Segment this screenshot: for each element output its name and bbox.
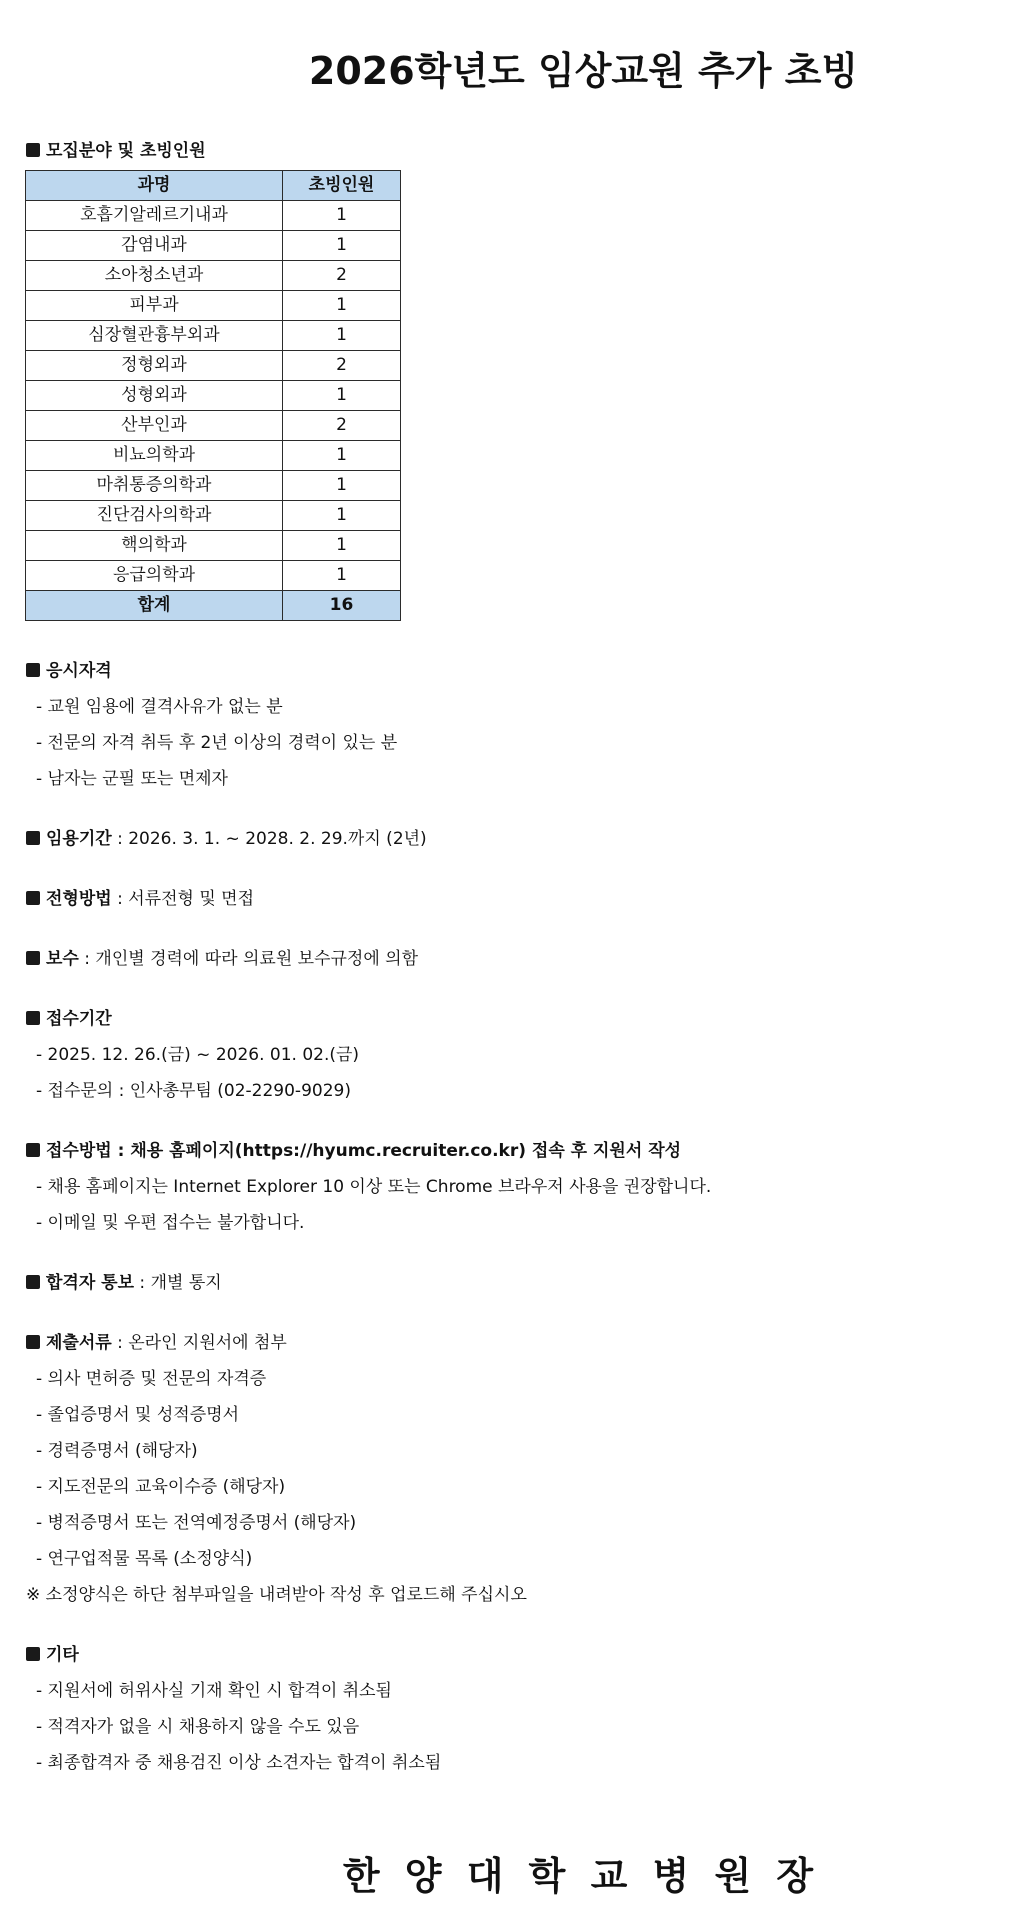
section-method xyxy=(26,887,254,911)
table-row xyxy=(26,501,401,531)
heading-text: 모집분야 및 초빙인원 xyxy=(46,141,206,161)
count-cell: 1 xyxy=(283,531,401,561)
signature-footer: 한 양 대 학 교 병 원 장 xyxy=(342,1854,820,1898)
section-period xyxy=(26,827,427,851)
count-cell: 1 xyxy=(283,231,401,261)
square-bullet-icon xyxy=(26,1335,40,1349)
heading-text: 접수기간 xyxy=(46,1009,112,1029)
notice-text: : 개별 통지 xyxy=(134,1273,222,1293)
period-text: : 2026. 3. 1. ~ 2028. 2. 29.까지 (2년) xyxy=(111,829,427,849)
list-item: - 의사 면허증 및 전문의 자격증 xyxy=(36,1369,267,1389)
square-bullet-icon xyxy=(26,891,40,905)
recruit-table xyxy=(25,170,401,621)
square-bullet-icon xyxy=(26,663,40,677)
count-cell: 1 xyxy=(283,501,401,531)
dept-cell: 피부과 xyxy=(26,291,283,321)
total-value: 16 xyxy=(283,591,401,621)
dept-cell: 핵의학과 xyxy=(26,531,283,561)
count-cell: 2 xyxy=(283,351,401,381)
count-cell: 1 xyxy=(283,321,401,351)
table-total-row xyxy=(26,591,401,621)
count-cell: 1 xyxy=(283,561,401,591)
list-item: - 졸업증명서 및 성적증명서 xyxy=(36,1405,239,1425)
dept-cell: 산부인과 xyxy=(26,411,283,441)
list-item: - 채용 홈페이지는 Internet Explorer 10 이상 또는 Chrome 브라우저 사용을 권장합니다. xyxy=(36,1177,712,1197)
dept-cell: 비뇨의학과 xyxy=(26,441,283,471)
heading-text: 보수 xyxy=(46,949,79,969)
documents-note: ※ 소정양식은 하단 첨부파일을 내려받아 작성 후 업로드해 주십시오 xyxy=(26,1585,527,1605)
heading-text: 접수방법 : 채용 홈페이지(https://hyumc.recruiter.co.kr) 접속 후 지원서 작성 xyxy=(46,1141,682,1161)
list-item: - 이메일 및 우편 접수는 불가합니다. xyxy=(36,1213,305,1233)
table-row xyxy=(26,561,401,591)
dept-cell: 감염내과 xyxy=(26,231,283,261)
square-bullet-icon xyxy=(26,1647,40,1661)
square-bullet-icon xyxy=(26,951,40,965)
table-row xyxy=(26,441,401,471)
dept-cell: 마취통증의학과 xyxy=(26,471,283,501)
count-cell: 2 xyxy=(283,261,401,291)
dept-cell: 심장혈관흉부외과 xyxy=(26,321,283,351)
list-item: - 병적증명서 또는 전역예정증명서 (해당자) xyxy=(36,1513,357,1533)
list-item: - 교원 임용에 결격사유가 없는 분 xyxy=(36,697,283,717)
list-item: - 접수문의 : 인사총무팀 (02-2290-9029) xyxy=(36,1081,351,1101)
section-recruit-heading xyxy=(26,139,206,163)
section-etc-heading xyxy=(26,1643,79,1667)
square-bullet-icon xyxy=(26,143,40,157)
table-row xyxy=(26,201,401,231)
dept-cell: 진단검사의학과 xyxy=(26,501,283,531)
column-header-count: 초빙인원 xyxy=(283,171,401,201)
table-row xyxy=(26,351,401,381)
total-label: 합계 xyxy=(26,591,283,621)
heading-text: 전형방법 xyxy=(46,889,112,909)
dept-cell: 성형외과 xyxy=(26,381,283,411)
list-item: - 최종합격자 중 채용검진 이상 소견자는 합격이 취소됨 xyxy=(36,1753,442,1773)
dept-cell: 응급의학과 xyxy=(26,561,283,591)
table-row xyxy=(26,381,401,411)
column-header-dept: 과명 xyxy=(26,171,283,201)
table-row xyxy=(26,231,401,261)
list-item: - 지원서에 허위사실 기재 확인 시 합격이 취소됨 xyxy=(36,1681,392,1701)
table-row xyxy=(26,321,401,351)
heading-text: 제출서류 xyxy=(46,1333,112,1353)
page-title: 2026학년도 임상교원 추가 초빙 xyxy=(308,49,859,93)
count-cell: 1 xyxy=(283,291,401,321)
section-documents-heading xyxy=(26,1331,287,1355)
section-qualification-heading xyxy=(26,659,112,683)
square-bullet-icon xyxy=(26,1275,40,1289)
dept-cell: 호흡기알레르기내과 xyxy=(26,201,283,231)
square-bullet-icon xyxy=(26,1011,40,1025)
count-cell: 1 xyxy=(283,471,401,501)
table-row xyxy=(26,411,401,441)
method-text: : 서류전형 및 면접 xyxy=(111,889,254,909)
square-bullet-icon xyxy=(26,831,40,845)
section-reception-heading xyxy=(26,1007,112,1031)
list-item: - 남자는 군필 또는 면제자 xyxy=(36,769,228,789)
section-pay xyxy=(26,947,418,971)
list-item: - 지도전문의 교육이수증 (해당자) xyxy=(36,1477,286,1497)
dept-cell: 소아청소년과 xyxy=(26,261,283,291)
documents-text: : 온라인 지원서에 첨부 xyxy=(111,1333,287,1353)
table-row xyxy=(26,531,401,561)
list-item: - 경력증명서 (해당자) xyxy=(36,1441,198,1461)
section-notice xyxy=(26,1271,222,1295)
table-row xyxy=(26,471,401,501)
list-item: - 적격자가 없을 시 채용하지 않을 수도 있음 xyxy=(36,1717,360,1737)
count-cell: 1 xyxy=(283,381,401,411)
section-apply-heading xyxy=(26,1139,681,1163)
heading-text: 응시자격 xyxy=(46,661,112,681)
count-cell: 1 xyxy=(283,441,401,471)
dept-cell: 정형외과 xyxy=(26,351,283,381)
square-bullet-icon xyxy=(26,1143,40,1157)
count-cell: 1 xyxy=(283,201,401,231)
list-item: - 연구업적물 목록 (소정양식) xyxy=(36,1549,253,1569)
table-header-row xyxy=(26,171,401,201)
heading-text: 기타 xyxy=(46,1645,79,1665)
count-cell: 2 xyxy=(283,411,401,441)
table-row xyxy=(26,291,401,321)
heading-text: 임용기간 xyxy=(46,829,112,849)
list-item: - 2025. 12. 26.(금) ~ 2026. 01. 02.(금) xyxy=(36,1045,360,1065)
pay-text: : 개인별 경력에 따라 의료원 보수규정에 의함 xyxy=(78,949,419,969)
heading-text: 합격자 통보 xyxy=(46,1273,135,1293)
list-item: - 전문의 자격 취득 후 2년 이상의 경력이 있는 분 xyxy=(36,733,398,753)
table-row xyxy=(26,261,401,291)
